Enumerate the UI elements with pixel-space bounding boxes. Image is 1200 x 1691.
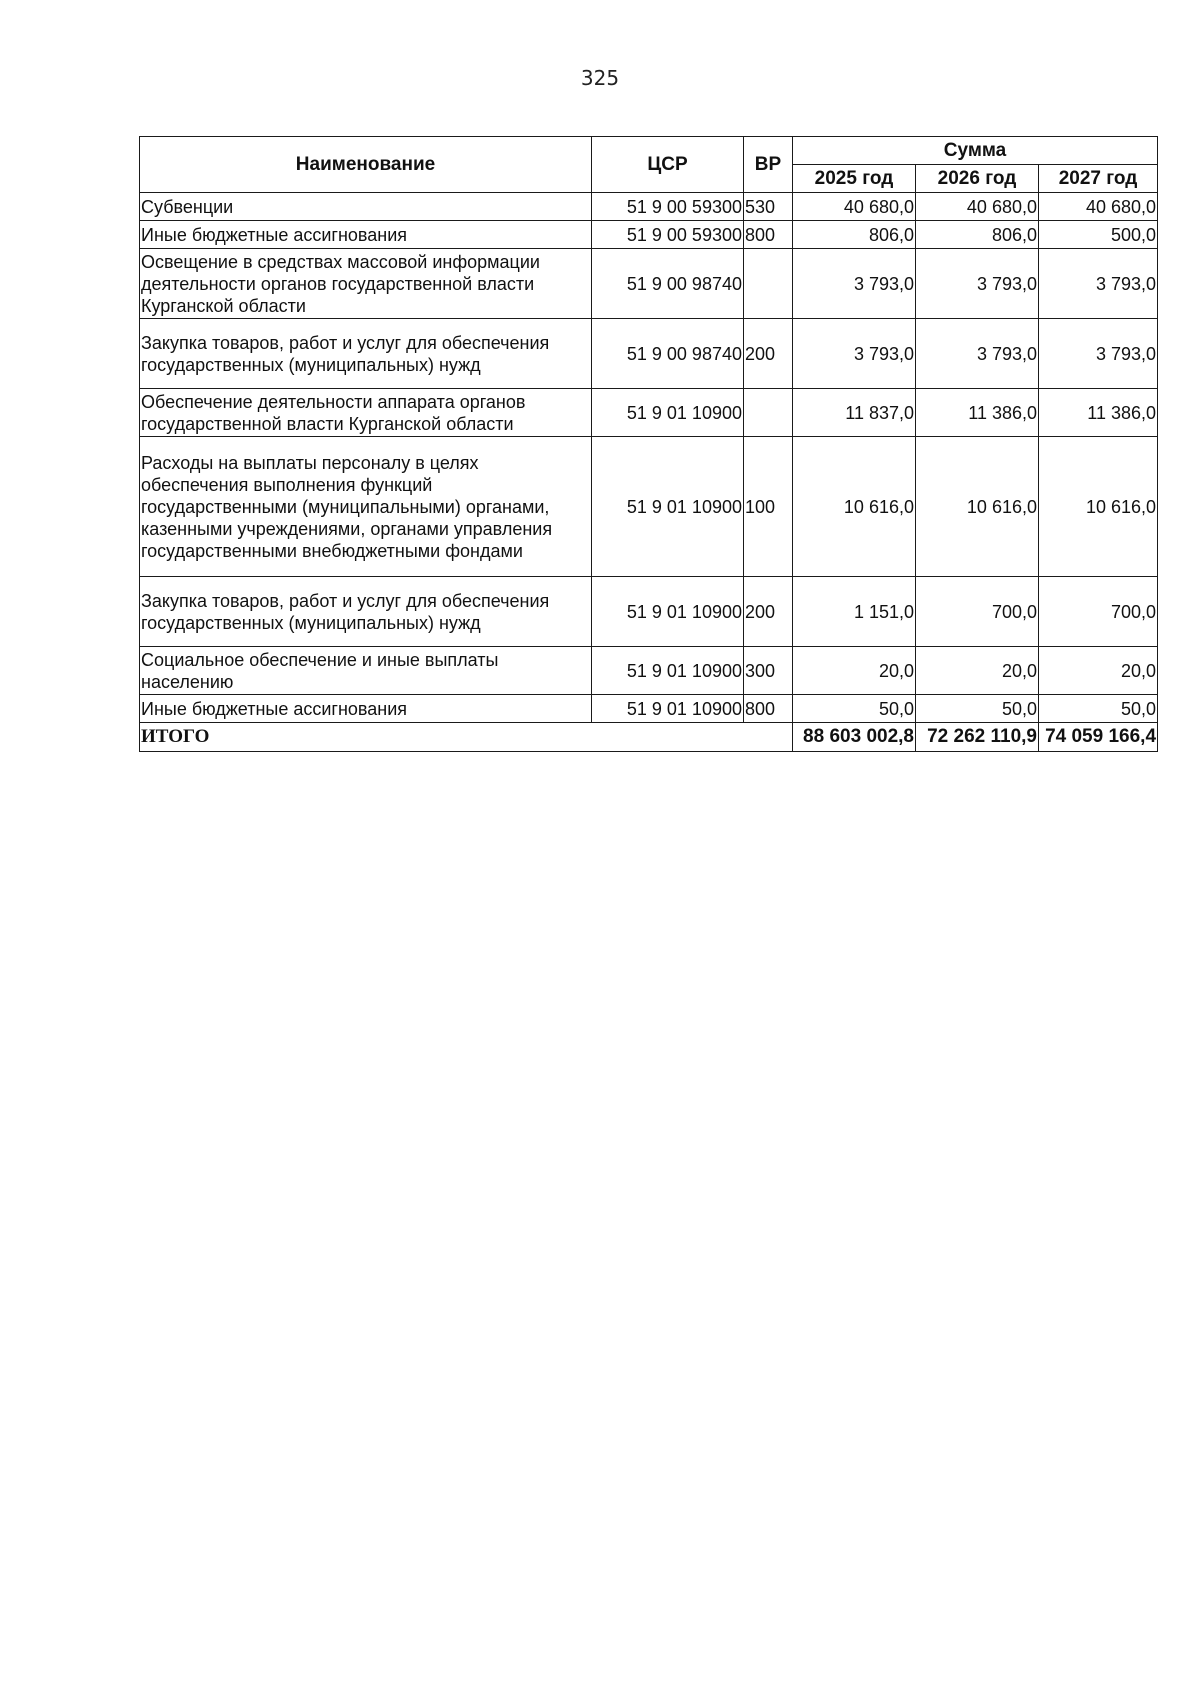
row-amount-2027: 40 680,0 (1039, 193, 1158, 221)
row-amount-2025: 10 616,0 (793, 437, 916, 577)
row-amount-2027: 500,0 (1039, 221, 1158, 249)
row-amount-2025: 50,0 (793, 695, 916, 723)
row-name: Иные бюджетные ассигнования (140, 221, 592, 249)
row-amount-2027: 20,0 (1039, 647, 1158, 695)
header-csr: ЦСР (592, 137, 744, 193)
row-csr: 51 9 01 10900 (592, 389, 744, 437)
row-csr: 51 9 00 59300 (592, 221, 744, 249)
row-amount-2026: 3 793,0 (916, 319, 1039, 389)
row-amount-2027: 700,0 (1039, 577, 1158, 647)
header-year-2026: 2026 год (916, 165, 1039, 193)
row-amount-2025: 1 151,0 (793, 577, 916, 647)
table-row (140, 221, 1158, 249)
row-name: Освещение в средствах массовой информации деятельности органов государственной власти Курганской области (140, 249, 592, 319)
row-amount-2026: 50,0 (916, 695, 1039, 723)
table-row (140, 647, 1158, 695)
row-vr: 800 (744, 695, 793, 723)
table-row (140, 695, 1158, 723)
total-amount-2026: 72 262 110,9 (916, 723, 1039, 752)
table-row (140, 249, 1158, 319)
table-row (140, 577, 1158, 647)
row-amount-2025: 20,0 (793, 647, 916, 695)
row-vr: 530 (744, 193, 793, 221)
row-amount-2025: 11 837,0 (793, 389, 916, 437)
row-amount-2025: 40 680,0 (793, 193, 916, 221)
row-amount-2027: 10 616,0 (1039, 437, 1158, 577)
row-vr: 100 (744, 437, 793, 577)
table-body (140, 193, 1158, 752)
budget-table (139, 136, 1158, 752)
header-year-2025: 2025 год (793, 165, 916, 193)
row-amount-2026: 3 793,0 (916, 249, 1039, 319)
row-amount-2026: 20,0 (916, 647, 1039, 695)
row-csr: 51 9 01 10900 (592, 577, 744, 647)
row-name: Расходы на выплаты персоналу в целях обеспечения выполнения функций государственными (муниципальными) органами, казенными учреждениями, органами управления государственными внебюджетными фондами (140, 437, 592, 577)
table-row (140, 193, 1158, 221)
row-vr: 300 (744, 647, 793, 695)
row-amount-2025: 3 793,0 (793, 319, 916, 389)
row-amount-2025: 806,0 (793, 221, 916, 249)
row-name: Субвенции (140, 193, 592, 221)
row-amount-2026: 40 680,0 (916, 193, 1039, 221)
row-csr: 51 9 00 98740 (592, 319, 744, 389)
row-csr: 51 9 01 10900 (592, 647, 744, 695)
header-sum: Сумма (793, 137, 1158, 165)
row-csr: 51 9 01 10900 (592, 695, 744, 723)
page-number: 325 (580, 66, 620, 90)
total-row (140, 723, 1158, 752)
total-amount-2027: 74 059 166,4 (1039, 723, 1158, 752)
row-vr: 800 (744, 221, 793, 249)
header-name: Наименование (140, 137, 592, 193)
row-amount-2026: 11 386,0 (916, 389, 1039, 437)
row-vr: 200 (744, 319, 793, 389)
total-amount-2025: 88 603 002,8 (793, 723, 916, 752)
row-amount-2025: 3 793,0 (793, 249, 916, 319)
row-amount-2026: 700,0 (916, 577, 1039, 647)
total-label: ИТОГО (140, 723, 793, 752)
row-csr: 51 9 00 59300 (592, 193, 744, 221)
row-vr (744, 389, 793, 437)
table-row (140, 437, 1158, 577)
header-year-2027: 2027 год (1039, 165, 1158, 193)
row-amount-2027: 3 793,0 (1039, 249, 1158, 319)
table-header (140, 137, 1158, 193)
row-name: Иные бюджетные ассигнования (140, 695, 592, 723)
row-name: Обеспечение деятельности аппарата органов государственной власти Курганской области (140, 389, 592, 437)
row-vr: 200 (744, 577, 793, 647)
row-name: Закупка товаров, работ и услуг для обеспечения государственных (муниципальных) нужд (140, 577, 592, 647)
row-name: Закупка товаров, работ и услуг для обеспечения государственных (муниципальных) нужд (140, 319, 592, 389)
row-amount-2027: 50,0 (1039, 695, 1158, 723)
row-name: Социальное обеспечение и иные выплаты населению (140, 647, 592, 695)
row-amount-2026: 10 616,0 (916, 437, 1039, 577)
row-amount-2027: 3 793,0 (1039, 319, 1158, 389)
row-amount-2027: 11 386,0 (1039, 389, 1158, 437)
table-row (140, 389, 1158, 437)
row-csr: 51 9 00 98740 (592, 249, 744, 319)
row-csr: 51 9 01 10900 (592, 437, 744, 577)
row-vr (744, 249, 793, 319)
header-vr: ВР (744, 137, 793, 193)
table-row (140, 319, 1158, 389)
row-amount-2026: 806,0 (916, 221, 1039, 249)
